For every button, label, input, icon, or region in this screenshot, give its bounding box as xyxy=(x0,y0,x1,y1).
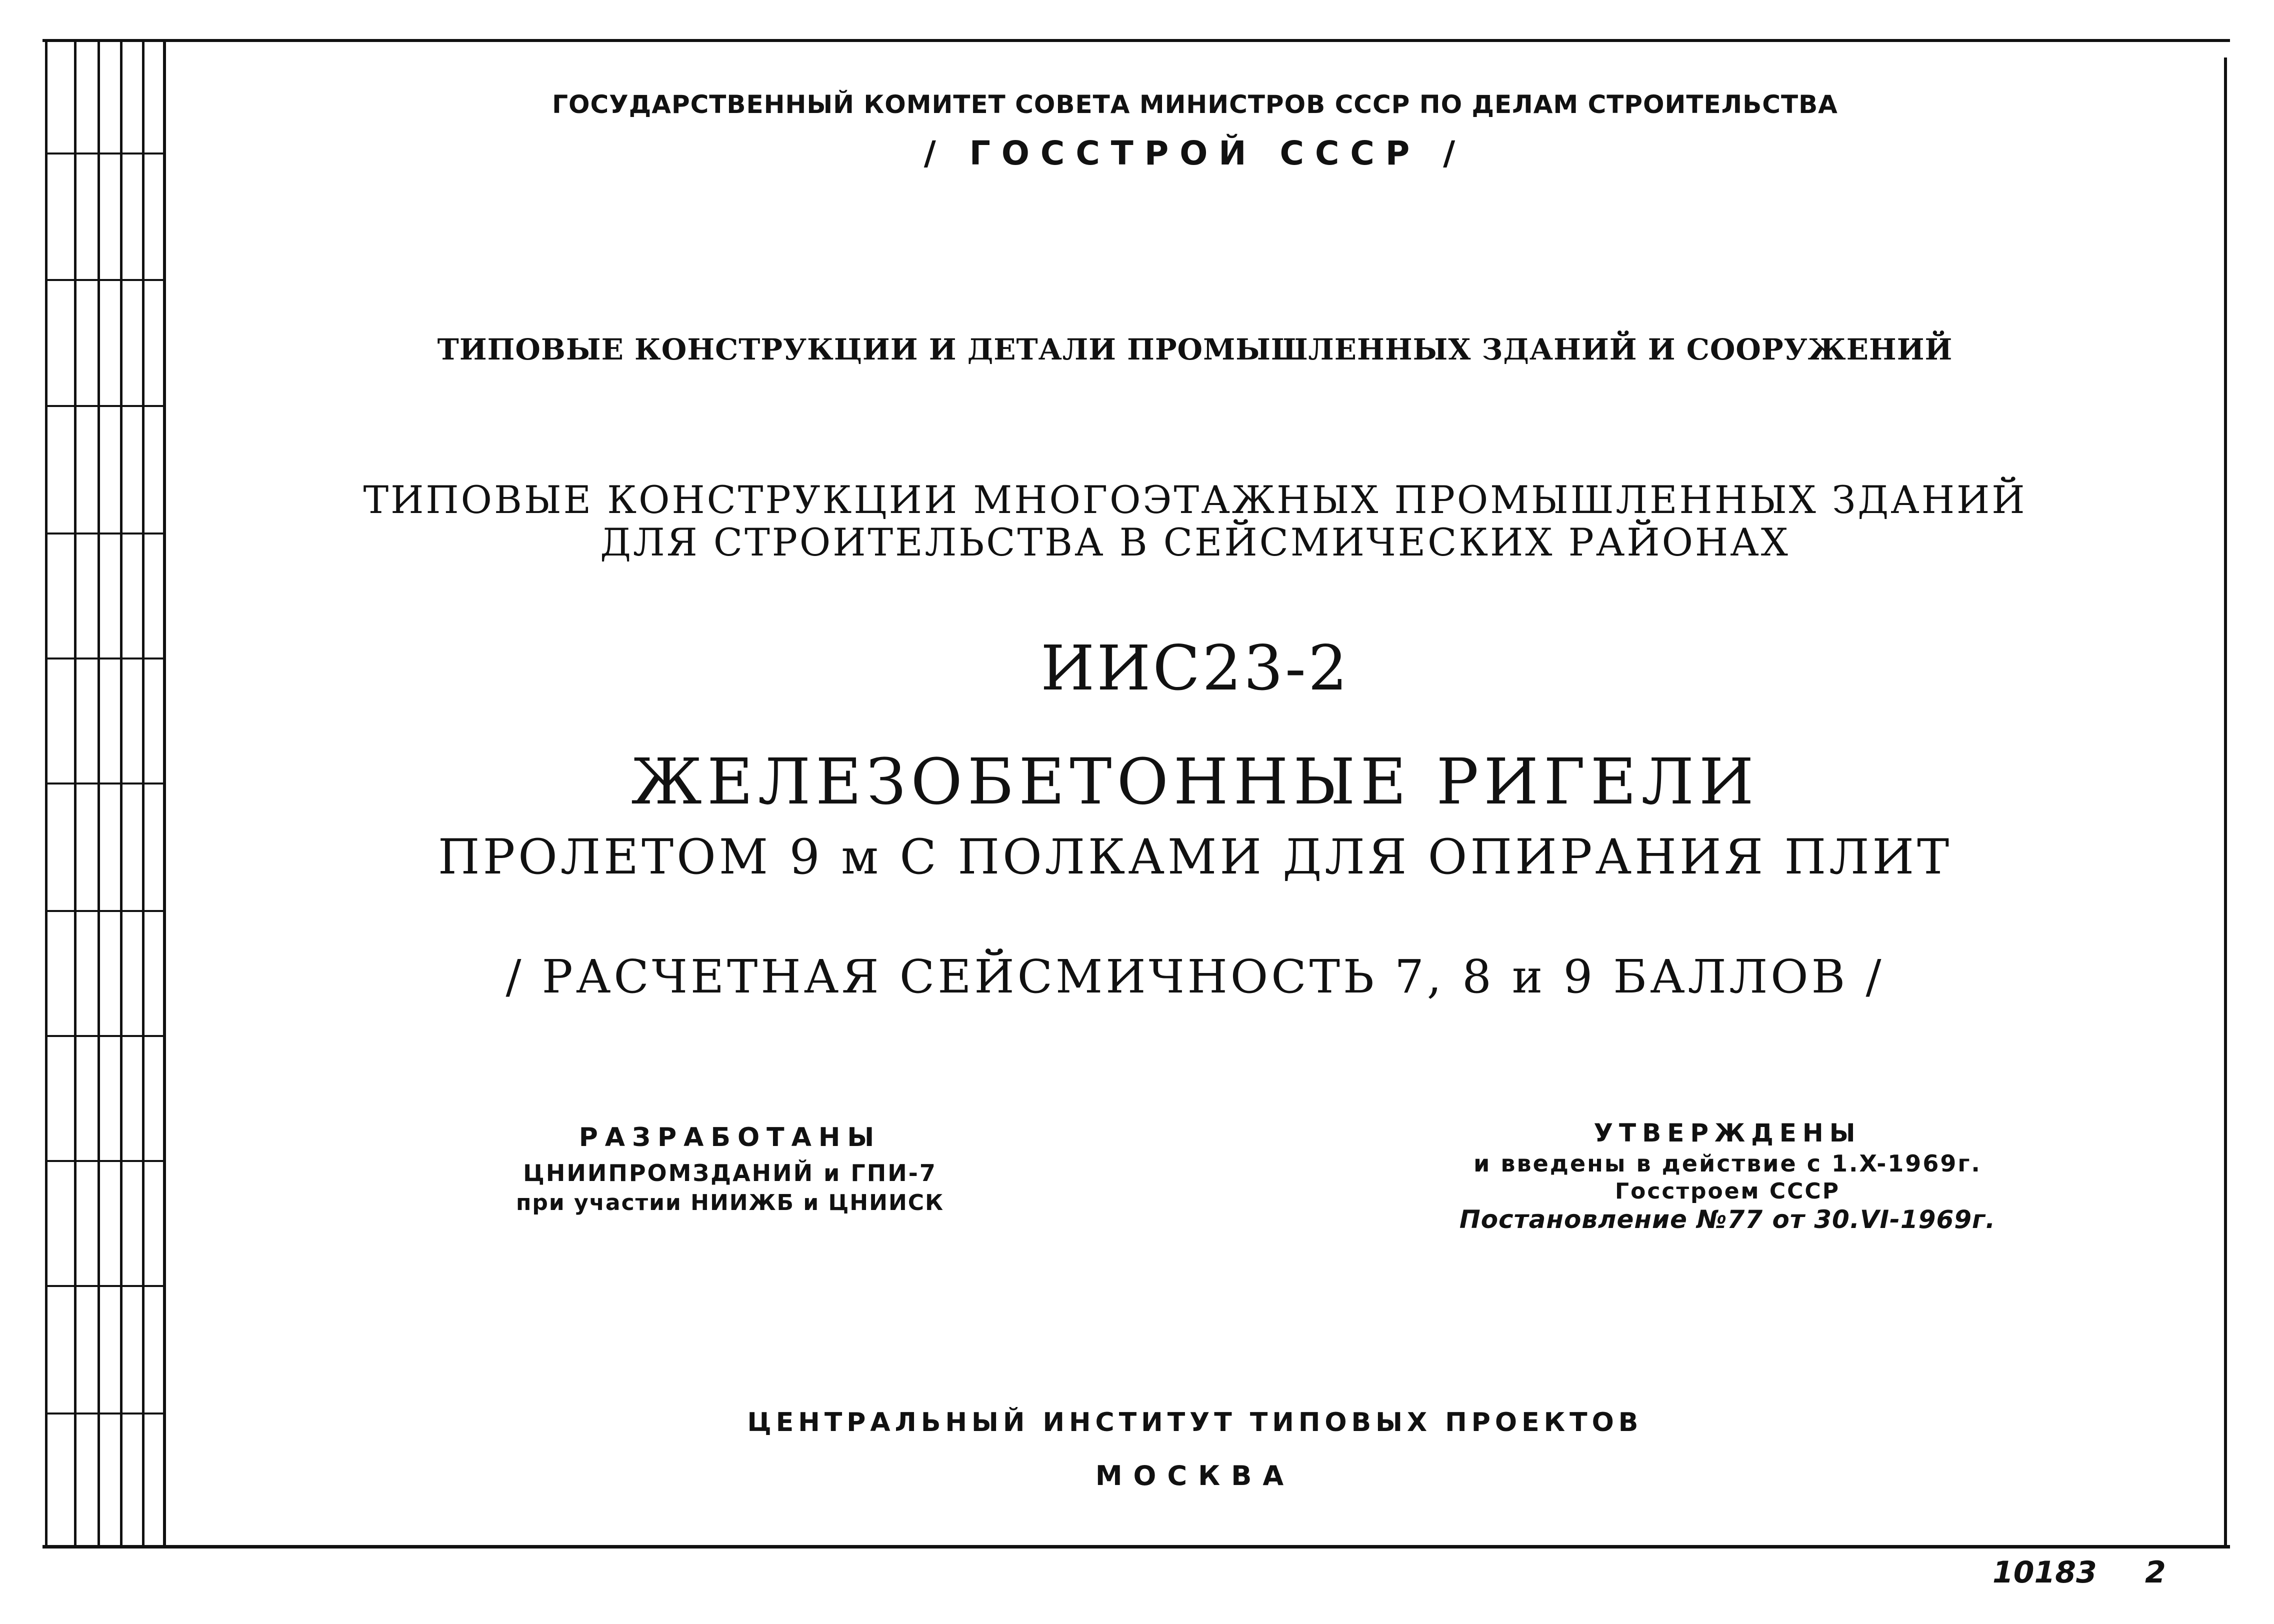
binding-hline xyxy=(45,152,163,154)
binding-hline xyxy=(45,1412,163,1414)
developed-by: ЦНИИПРОМЗДАНИЙ и ГПИ-7 xyxy=(523,1160,937,1186)
developed-block xyxy=(480,1118,980,1218)
binding-hline xyxy=(45,532,163,534)
seismicity-note: / РАСЧЕТНАЯ СЕЙСМИЧНОСТЬ 7, 8 и 9 БАЛЛОВ / xyxy=(506,950,1884,1004)
binding-hline xyxy=(45,782,163,784)
page-number: 2 xyxy=(2145,1555,2166,1590)
developed-label: РАЗРАБОТАНЫ xyxy=(578,1122,882,1152)
main-title: ЖЕЛЕЗОБЕТОННЫЕ РИГЕЛИ xyxy=(631,745,1759,818)
binding-hline xyxy=(45,910,163,912)
binding-vline xyxy=(45,40,48,1548)
committee-header: ГОСУДАРСТВЕННЫЙ КОМИТЕТ СОВЕТА МИНИСТРОВ СССР ПО ДЕЛАМ СТРОИТЕЛЬСТВА xyxy=(552,90,1838,119)
approved-block xyxy=(1415,1118,2040,1234)
subtitle-line-1: ТИПОВЫЕ КОНСТРУКЦИИ МНОГОЭТАЖНЫХ ПРОМЫШЛЕННЫХ ЗДАНИЙ xyxy=(363,478,2027,522)
binding-hline xyxy=(45,1035,163,1037)
series-code: ИИС23-2 xyxy=(1040,632,1350,704)
gosstroy-header: / ГОССТРОЙ СССР / xyxy=(924,134,1466,172)
frame-bottom-line xyxy=(42,1545,2230,1548)
frame-top-line xyxy=(42,39,2230,42)
document-number: 10183 xyxy=(1992,1555,2097,1590)
frame-right-line xyxy=(2224,58,2227,1548)
approved-line-1: и введены в действие с 1.X-1969г. xyxy=(1474,1150,1982,1177)
binding-hline xyxy=(45,279,163,281)
binding-vline xyxy=(120,40,122,1548)
binding-strip xyxy=(45,40,163,1548)
approved-line-3: Постановление №77 от 30.VI-1969г. xyxy=(1459,1205,1996,1234)
city-name: МОСКВА xyxy=(1095,1460,1295,1492)
binding-hline xyxy=(45,658,163,660)
binding-vline xyxy=(98,40,100,1548)
institute-name: ЦЕНТРАЛЬНЫЙ ИНСТИТУТ ТИПОВЫХ ПРОЕКТОВ xyxy=(747,1408,1643,1438)
binding-hline xyxy=(45,1285,163,1287)
binding-hline xyxy=(45,405,163,407)
approved-line-2: Госстроем СССР xyxy=(1615,1178,1840,1204)
binding-vline xyxy=(142,40,144,1548)
series-title: ТИПОВЫЕ КОНСТРУКЦИИ И ДЕТАЛИ ПРОМЫШЛЕННЫХ ЗДАНИЙ И СООРУЖЕНИЙ xyxy=(437,332,1953,366)
approved-label: УТВЕРЖДЕНЫ xyxy=(1594,1118,1862,1148)
subtitle-line-2: ДЛЯ СТРОИТЕЛЬСТВА В СЕЙСМИЧЕСКИХ РАЙОНАХ xyxy=(600,520,1790,564)
binding-hline xyxy=(45,1160,163,1162)
main-subtitle: ПРОЛЕТОМ 9 м С ПОЛКАМИ ДЛЯ ОПИРАНИЯ ПЛИТ xyxy=(438,829,1952,885)
binding-vline xyxy=(74,40,76,1548)
developed-with: при участии НИИЖБ и ЦНИИСК xyxy=(516,1190,944,1216)
